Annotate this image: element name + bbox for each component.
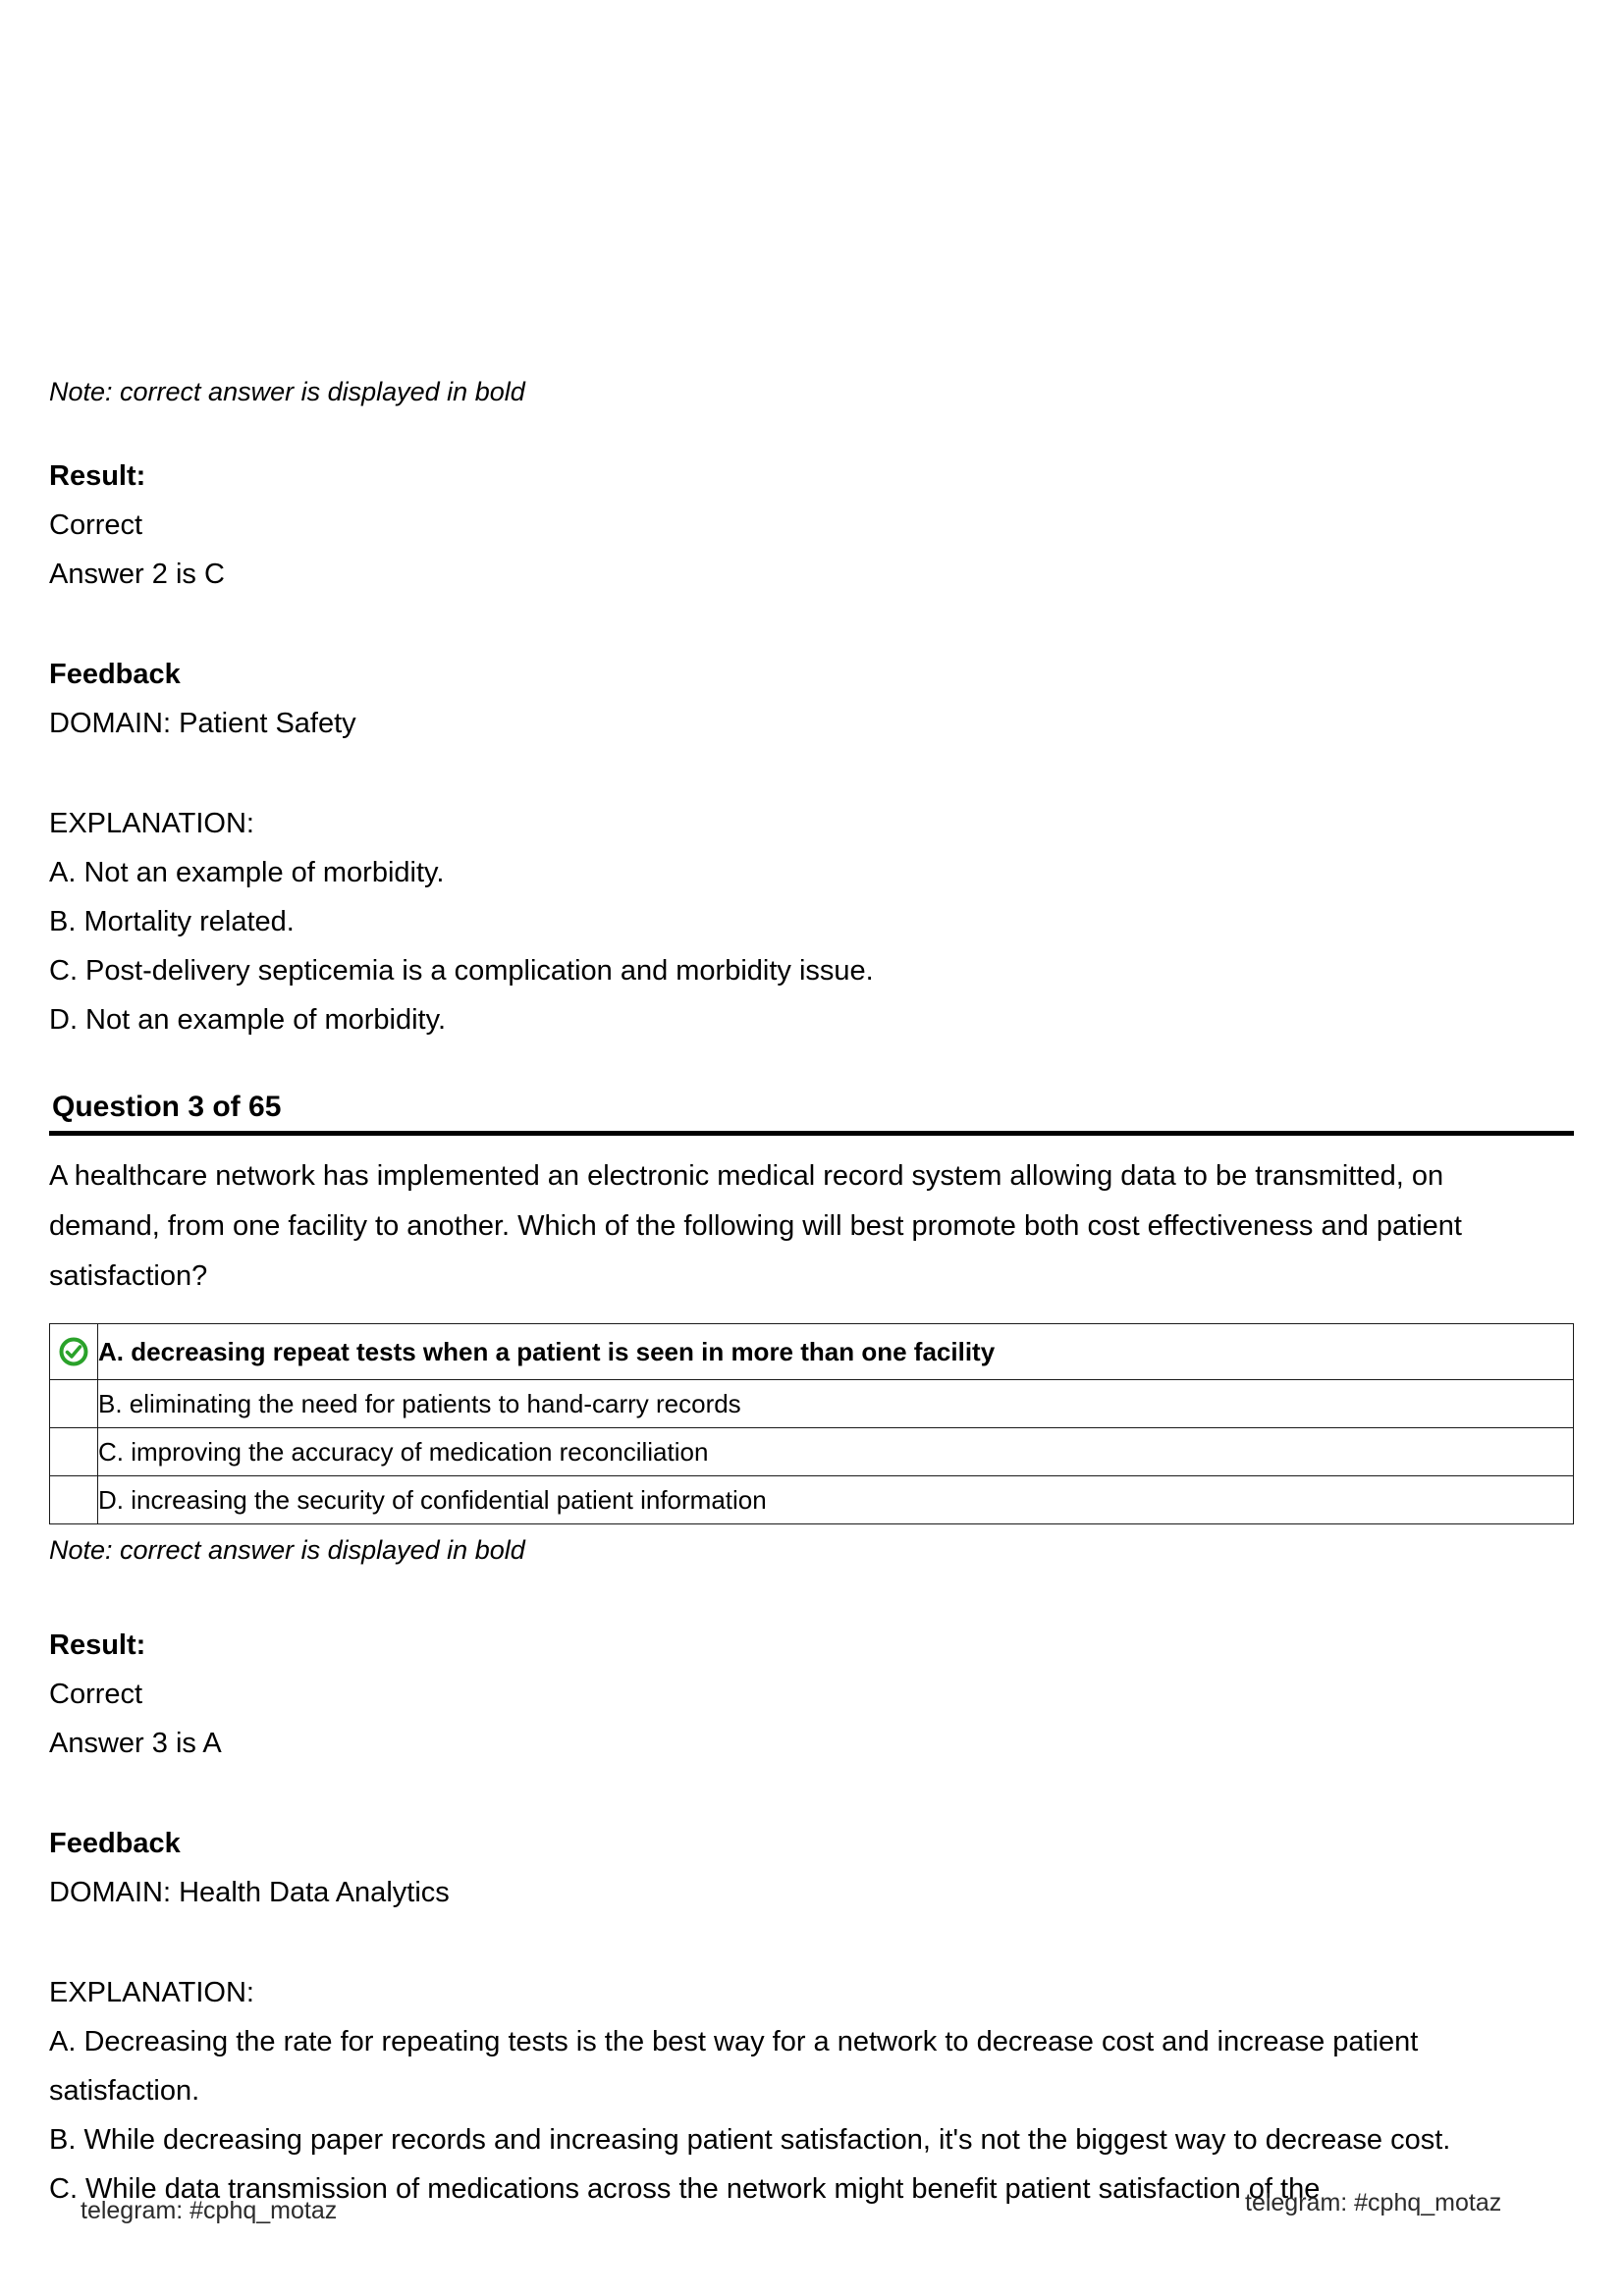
explanation-item-a-q3: A. Decreasing the rate for repeating tests is the best way for a network to decrease cost and increase patient satisfaction. [49, 2026, 1427, 2107]
option-marker-cell-a [50, 1324, 98, 1380]
spacer [49, 1768, 1574, 1819]
table-row[interactable] [50, 1324, 1574, 1380]
explanation-item-b-q3: B. While decreasing paper records and increasing patient satisfaction, it's not the biggest way to decrease cost. [49, 2124, 1451, 2156]
table-row[interactable] [50, 1428, 1574, 1476]
domain-line-q3: DOMAIN: Health Data Analytics [49, 1877, 450, 1908]
spacer [49, 1917, 1574, 1968]
option-marker-cell-d [50, 1476, 98, 1524]
watermark-left: telegram: #cphq_motaz [81, 2197, 338, 2224]
watermark-right: telegram: #cphq_motaz [1245, 2189, 1502, 2216]
option-label-a[interactable]: A. decreasing repeat tests when a patient is seen in more than one facility [98, 1324, 1574, 1380]
explanation-item-a-q2: A. Not an example of morbidity. [49, 857, 445, 888]
option-label-d[interactable]: D. increasing the security of confidential patient information [98, 1476, 1574, 1524]
result-value-q3: Correct [49, 1679, 143, 1710]
spacer [49, 412, 1574, 452]
result-label-q3: Result: [49, 1629, 146, 1661]
feedback-label-q2: Feedback [49, 659, 181, 690]
explanation-item-b-q2: B. Mortality related. [49, 906, 295, 937]
result-value-q2: Correct [49, 509, 143, 541]
table-row[interactable] [50, 1476, 1574, 1524]
note-correct-answer-bold-top: Note: correct answer is displayed in bold [49, 377, 525, 406]
check-circle-green-icon [57, 1335, 90, 1368]
result-label-q2: Result: [49, 460, 146, 492]
explanation-item-c-q3: C. While data transmission of medications across the network might benefit patient satisfaction of the [49, 2173, 1321, 2205]
explanation-label-q3: EXPLANATION: [49, 1977, 254, 2008]
spacer [49, 1570, 1574, 1621]
question-heading-block [49, 1088, 1574, 1136]
spacer [49, 599, 1574, 650]
option-marker-cell-c [50, 1428, 98, 1476]
answer-line-q2: Answer 2 is C [49, 559, 225, 590]
domain-line-q2: DOMAIN: Patient Safety [49, 708, 356, 739]
explanation-item-d-q2: D. Not an example of morbidity. [49, 1004, 447, 1036]
table-row[interactable] [50, 1380, 1574, 1428]
answer-options-table [49, 1323, 1574, 1524]
spacer [49, 748, 1574, 799]
answer-line-q3: Answer 3 is A [49, 1728, 222, 1759]
page-content [49, 371, 1574, 2214]
option-marker-cell-b [50, 1380, 98, 1428]
option-label-b[interactable]: B. eliminating the need for patients to hand-carry records [98, 1380, 1574, 1428]
option-label-c[interactable]: C. improving the accuracy of medication reconciliation [98, 1428, 1574, 1476]
note-correct-answer-bold-q3: Note: correct answer is displayed in bold [49, 1535, 525, 1565]
explanation-item-c-q2: C. Post-delivery septicemia is a complication and morbidity issue. [49, 955, 874, 987]
explanation-label-q2: EXPLANATION: [49, 808, 254, 839]
page-title-question-3: Question 3 of 65 [49, 1088, 1574, 1136]
question-stem-q3: A healthcare network has implemented an electronic medical record system allowing data to be transmitted, on demand, from one facility to another. Which of the following will best promote both cost effectiveness and patient satisfaction? [49, 1160, 1462, 1292]
feedback-label-q3: Feedback [49, 1828, 181, 1859]
